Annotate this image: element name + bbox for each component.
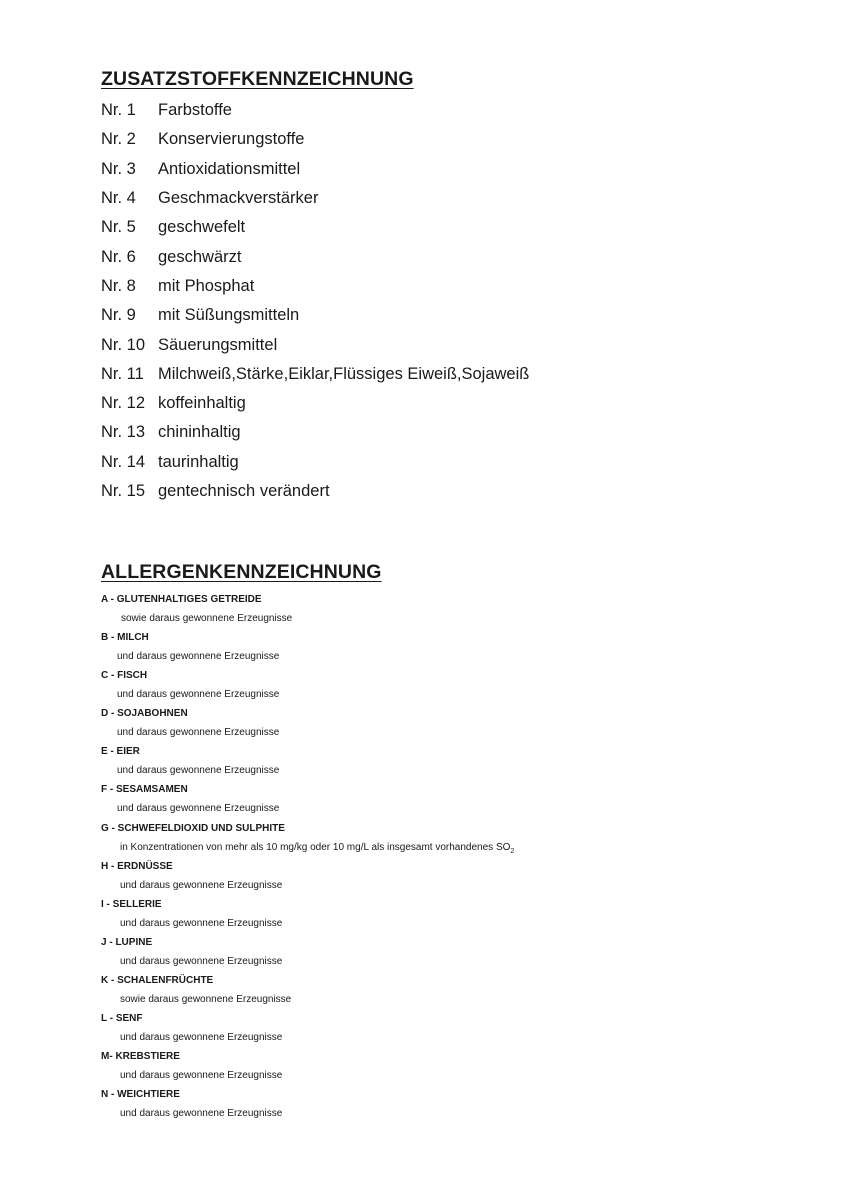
allergen-title: B - MILCH <box>101 632 149 644</box>
allergen-item <box>101 780 514 818</box>
allergen-description: sowie daraus gewonnene Erzeugnisse <box>121 613 293 624</box>
additive-label: Farbstoffe <box>158 101 232 120</box>
additive-label: geschwefelt <box>158 218 246 237</box>
allergen-title: A - GLUTENHALTIGES GETREIDE <box>101 594 262 605</box>
allergen-description: sowie daraus gewonnene Erzeugnisse <box>120 993 292 1005</box>
allergen-title: K - SCHALENFRÜCHTE <box>101 974 214 986</box>
allergens-list <box>101 590 514 1123</box>
allergen-title: G - SCHWEFELDIOXID UND SULPHITE <box>101 822 285 834</box>
allergen-description: und daraus gewonnene Erzeugnisse <box>117 727 280 739</box>
allergens-heading: ALLERGENKENNZEICHNUNG <box>101 561 382 583</box>
allergen-item <box>101 933 514 971</box>
additive-label: Geschmackverstärker <box>158 189 319 208</box>
allergen-description: und daraus gewonnene Erzeugnisse <box>120 955 283 967</box>
allergen-title: L - SENF <box>101 1013 143 1025</box>
allergen-description <box>101 838 514 857</box>
additive-item <box>101 155 529 184</box>
allergen-item <box>101 742 514 780</box>
allergen-title: D - SOJABOHNEN <box>101 708 188 720</box>
allergen-title: J - LUPINE <box>101 936 153 948</box>
additive-item <box>101 242 529 271</box>
additives-heading: ZUSATZSTOFFKENNZEICHNUNG <box>101 68 414 90</box>
allergen-item <box>101 895 514 933</box>
allergen-item <box>101 666 514 704</box>
additive-number: Nr. 6 <box>101 247 136 266</box>
allergen-title: E - EIER <box>101 746 140 758</box>
allergen-title: F - SESAMSAMEN <box>101 784 188 796</box>
additive-number: Nr. 2 <box>101 130 136 149</box>
allergen-title: M- KREBSTIERE <box>101 1051 180 1063</box>
allergen-title: N - WEICHTIERE <box>101 1089 180 1101</box>
additive-item <box>101 330 529 359</box>
allergen-description: und daraus gewonnene Erzeugnisse <box>117 803 280 815</box>
allergen-item <box>101 1009 514 1047</box>
additive-item <box>101 125 529 154</box>
additive-number: Nr. 14 <box>101 452 146 471</box>
allergen-description: und daraus gewonnene Erzeugnisse <box>120 879 283 891</box>
additive-number: Nr. 4 <box>101 189 136 208</box>
allergen-title: C - FISCH <box>101 670 148 682</box>
subscript-text: 2 <box>510 847 515 855</box>
allergen-description: und daraus gewonnene Erzeugnisse <box>117 765 280 777</box>
additive-number: Nr. 5 <box>101 218 136 237</box>
additive-item <box>101 477 529 506</box>
additive-label: geschwärzt <box>158 247 242 266</box>
additive-item <box>101 184 529 213</box>
allergen-item <box>101 819 514 857</box>
additive-item <box>101 360 529 389</box>
additive-item <box>101 389 529 418</box>
allergen-item <box>101 1047 514 1085</box>
allergen-description: und daraus gewonnene Erzeugnisse <box>120 1032 283 1044</box>
additive-label: gentechnisch verändert <box>158 482 330 500</box>
additive-label: Milchweiß,Stärke,Eiklar,Flüssiges Eiweiß,Sojaweiß <box>158 364 530 383</box>
allergen-item <box>101 971 514 1009</box>
additive-label: koffeinhaltig <box>158 394 246 413</box>
allergen-description-text: in Konzentrationen von mehr als 10 mg/kg oder 10 mg/L als insgesamt vorhandenes SO <box>120 841 511 853</box>
additives-list <box>101 96 529 506</box>
allergen-title: H - ERDNÜSSE <box>101 860 173 872</box>
additive-number: Nr. 12 <box>101 394 146 413</box>
allergen-item <box>101 704 514 742</box>
allergen-item <box>101 1085 514 1123</box>
allergen-item <box>101 590 514 628</box>
additive-number: Nr. 13 <box>101 423 146 442</box>
additive-label: Konservierungstoffe <box>158 130 305 149</box>
additive-item <box>101 301 529 330</box>
allergen-item <box>101 628 514 666</box>
additive-item <box>101 272 529 301</box>
allergen-description: und daraus gewonnene Erzeugnisse <box>117 689 280 701</box>
additive-number: Nr. 3 <box>101 159 136 178</box>
additive-number: Nr. 1 <box>101 101 136 120</box>
additive-number: Nr. 8 <box>101 276 136 295</box>
additive-item <box>101 96 529 125</box>
additive-item <box>101 448 529 477</box>
additive-label: Säuerungsmittel <box>158 335 278 354</box>
allergen-description: und daraus gewonnene Erzeugnisse <box>120 1070 283 1082</box>
allergen-title: I - SELLERIE <box>101 898 162 910</box>
additive-label: Antioxidationsmittel <box>158 159 301 178</box>
additive-number: Nr. 15 <box>101 482 146 500</box>
additive-label: chininhaltig <box>158 423 241 442</box>
allergen-description: und daraus gewonnene Erzeugnisse <box>120 917 283 929</box>
allergen-description: und daraus gewonnene Erzeugnisse <box>117 651 280 663</box>
additive-label: mit Phosphat <box>158 276 255 295</box>
allergen-item <box>101 857 514 895</box>
additive-label: taurinhaltig <box>158 452 239 471</box>
additive-item <box>101 213 529 242</box>
allergen-description: und daraus gewonnene Erzeugnisse <box>120 1108 283 1120</box>
additive-number: Nr. 9 <box>101 306 136 325</box>
additive-item <box>101 418 529 447</box>
additive-number: Nr. 10 <box>101 335 146 354</box>
additive-number: Nr. 11 <box>101 364 144 383</box>
additive-label: mit Süßungsmitteln <box>158 306 300 325</box>
